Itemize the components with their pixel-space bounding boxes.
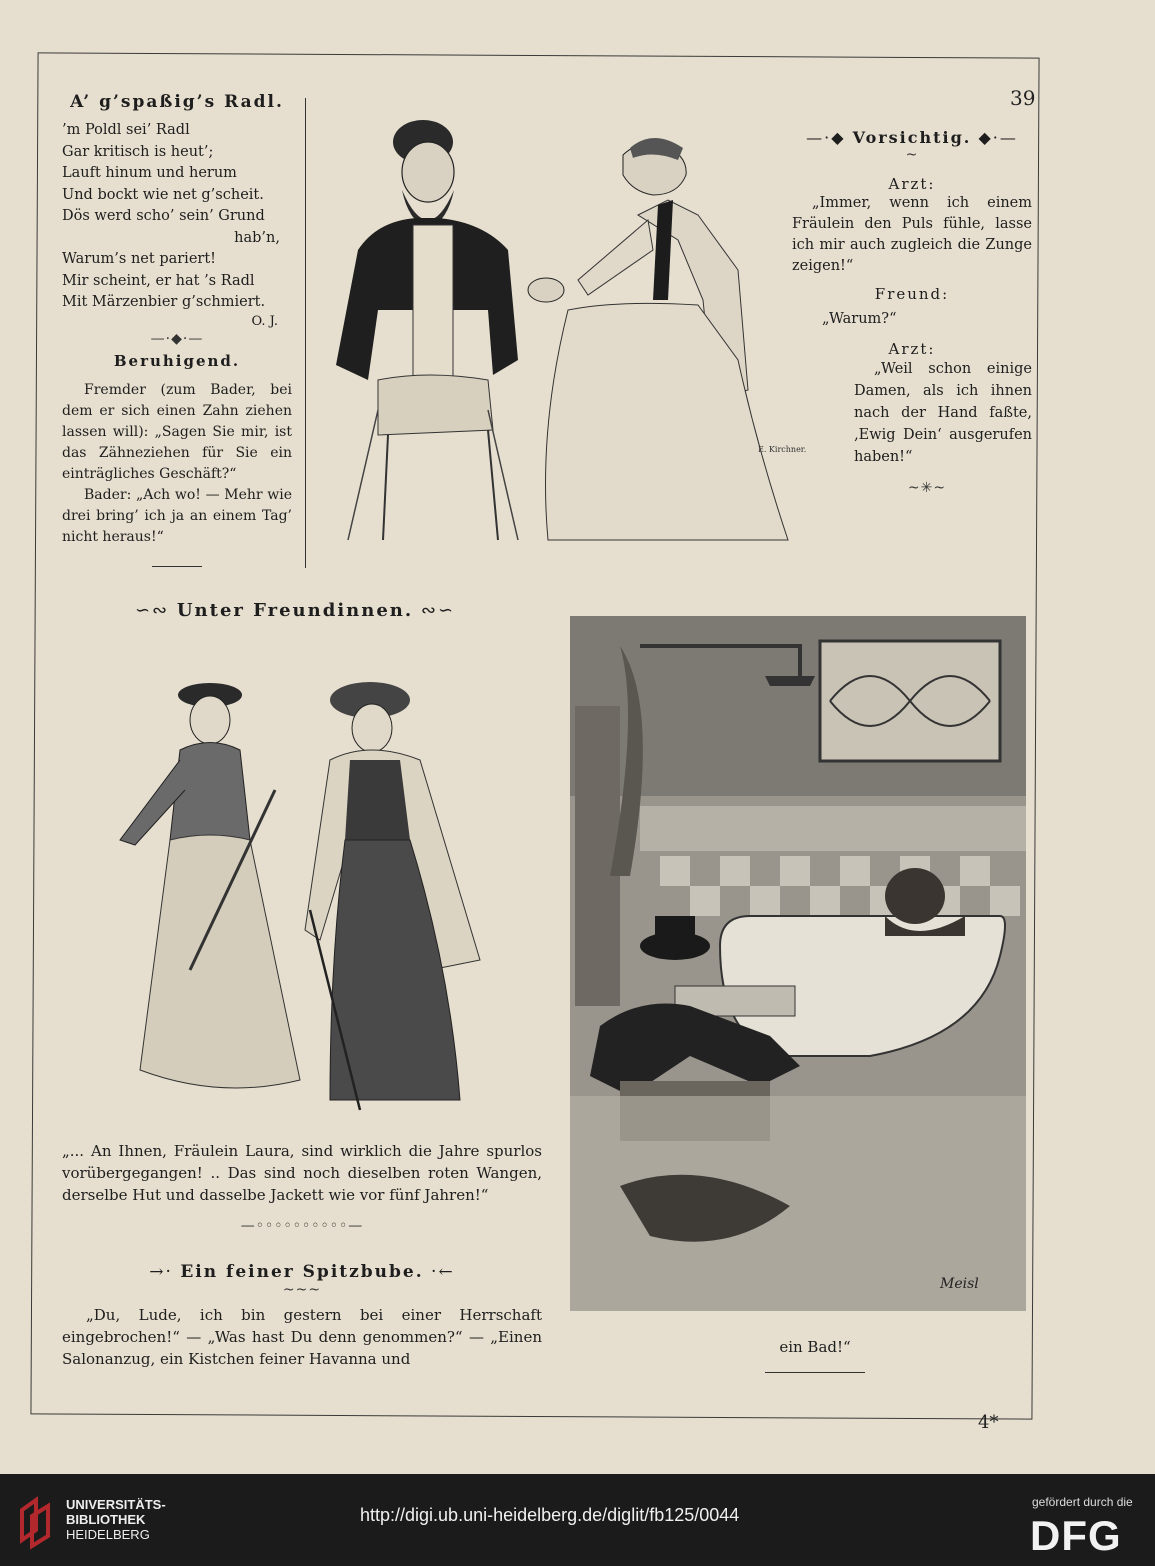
spitzbube-text: „Du, Lude, ich bin gestern bei einer Herrschaft eingebrochen!“ — „Was hast Du denn genommen?“ — „Einen Salonanzug, ein Kistchen feiner Havanna und: [62, 1306, 542, 1368]
poem-line: Mit Märzenbier g’schmiert.: [62, 294, 266, 310]
bath-illustration-signature: Meisl: [940, 1276, 979, 1292]
dfg-logo: DFG: [1030, 1512, 1122, 1559]
speaker-arzt-2: Arzt:: [888, 340, 936, 358]
speaker-arzt-1: Arzt:: [888, 175, 936, 193]
vorsichtig-title: —·◆ Vorsichtig. ◆·—: [806, 128, 1018, 147]
poem-line: ’m Poldl sei’ Radl: [62, 122, 190, 138]
spitzbube-continuation: ein Bad!“: [779, 1338, 851, 1356]
freundinnen-title: ∽∾ Unter Freundinnen. ∾∽: [134, 600, 456, 621]
spitzbube-block: [62, 1262, 542, 1370]
spitzbube-title: →· Ein feiner Spitzbube. ·←: [149, 1262, 455, 1282]
library-name-line3: HEIDELBERG: [66, 1527, 150, 1542]
poem-title: A’ g’spaßig’s Radl.: [70, 92, 284, 112]
poem-line: Dös werd scho’ sein’ Grund: [62, 208, 265, 224]
ornament-squiggle: ~: [905, 147, 919, 163]
poem-block: [62, 92, 292, 347]
poem-lines: [62, 120, 292, 314]
poem-line: hab’n,: [234, 229, 280, 246]
spitzbube-title-text: Ein feiner Spitzbube.: [180, 1262, 424, 1282]
doctor-illustration: [318, 100, 807, 550]
short-rule: [765, 1372, 865, 1373]
beruhigend-block: [62, 352, 292, 567]
vorsichtig-line3: „Weil schon einige Damen, als ich ihnen nach der Hand faßte, ‚Ewig Dein‘ ausgerufen haben!“: [854, 361, 1032, 465]
freundinnen-text-block: [62, 1140, 542, 1234]
column-divider: [305, 98, 306, 568]
library-name-line2: BIBLIOTHEK: [66, 1512, 146, 1527]
speaker-freund: Freund:: [874, 285, 950, 303]
library-logo-icon: [18, 1490, 54, 1550]
bath-illustration: [570, 616, 1026, 1311]
permalink-url[interactable]: http://digi.ub.uni-heidelberg.de/diglit/fb125/0044: [360, 1505, 740, 1525]
spitzbube-ending: [740, 1338, 890, 1373]
poem-line: Und bockt wie net g’scheit.: [62, 186, 264, 203]
library-name: [66, 1497, 166, 1542]
page-number: 39: [1010, 86, 1036, 110]
funding-note: gefördert durch die: [1032, 1495, 1133, 1509]
poem-line: Lauft hinum und herum: [62, 165, 237, 181]
ornament-chain: —◦◦◦◦◦◦◦◦◦◦—: [240, 1218, 364, 1234]
doctor-illustration-signature: E. Kirchner.: [758, 445, 807, 454]
ornament-separator: —·◆·—: [150, 330, 204, 347]
ladies-illustration: [100, 640, 520, 1130]
beruhigend-title: Beruhigend.: [113, 352, 241, 370]
poem-author: O. J.: [251, 313, 278, 329]
vorsichtig-title-text: Vorsichtig.: [852, 128, 972, 147]
freundinnen-text: „... An Ihnen, Fräulein Laura, sind wirklich die Jahre spurlos vorübergegangen! .. Das sind noch dieselben roten Wangen, derselbe Hut und dasselbe Jackett wie vor fünf Jahren!“: [62, 1142, 542, 1204]
poem-line: Mir scheint, er hat ’s Radl: [62, 272, 255, 289]
vorsichtig-line1: „Immer, wenn ich einem Fräulein den Puls fühle, lasse ich mir auch zugleich die Zunge zeigen!“: [792, 195, 1032, 274]
page-signature: 4*: [978, 1412, 999, 1433]
short-rule: [152, 566, 202, 567]
ornament-star: ~✳~: [907, 480, 947, 496]
freundinnen-title-row: [120, 600, 470, 621]
ornament-squiggle: ~~~: [282, 1282, 322, 1298]
vorsichtig-line2: „Warum?“: [822, 311, 897, 327]
freundinnen-title-text: Unter Freundinnen.: [176, 600, 414, 621]
beruhigend-text2: Bader: „Ach wo! — Mehr wie drei bring’ ich ja an einem Tag’ nicht heraus!“: [62, 487, 292, 545]
vorsichtig-block: [792, 128, 1032, 496]
poem-line: Gar kritisch is heut’;: [62, 143, 214, 160]
beruhigend-text1: Fremder (zum Bader, bei dem er sich einen Zahn ziehen lassen will): „Sagen Sie mir, ist das Zähneziehen für Sie ein einträgliches Geschäft?“: [62, 382, 292, 482]
library-name-line1: UNIVERSITÄTS-: [66, 1497, 166, 1512]
poem-line: Warum’s net pariert!: [62, 251, 216, 267]
